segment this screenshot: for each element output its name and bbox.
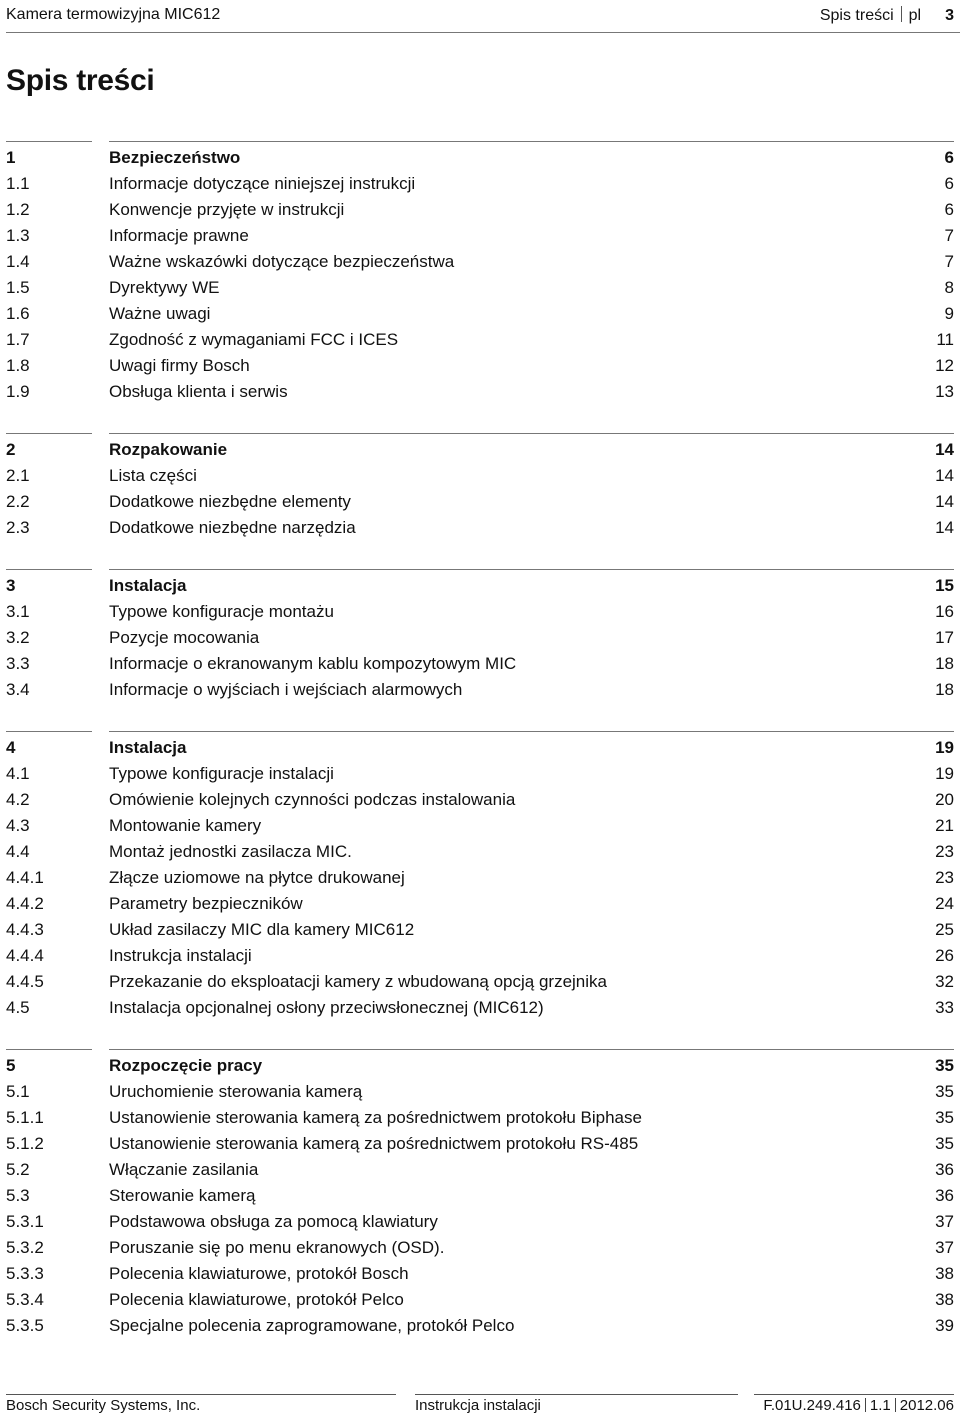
toc-page: 11 — [936, 330, 954, 349]
toc-entry-row[interactable] — [6, 1105, 954, 1131]
toc-page: 21 — [935, 816, 954, 835]
toc-title: Poruszanie się po menu ekranowych (OSD). — [109, 1238, 445, 1257]
toc-page: 7 — [944, 252, 954, 271]
toc-entry-row[interactable] — [6, 197, 954, 223]
toc-number: 5.3 — [6, 1186, 30, 1205]
toc-page: 14 — [935, 518, 954, 537]
footer-separator — [865, 1398, 866, 1412]
toc-entry-row[interactable] — [6, 515, 954, 541]
toc-entry-row[interactable] — [6, 463, 954, 489]
toc-page: 36 — [935, 1160, 954, 1179]
toc-page: 20 — [935, 790, 954, 809]
toc-chapter-row[interactable] — [6, 573, 954, 599]
toc-title: Polecenia klawiaturowe, protokół Bosch — [109, 1264, 409, 1283]
toc-entry-row[interactable] — [6, 1313, 954, 1339]
toc-title: Dodatkowe niezbędne narzędzia — [109, 518, 356, 537]
toc-title: Montowanie kamery — [109, 816, 262, 835]
toc-entry-row[interactable] — [6, 969, 954, 995]
toc-entry-row[interactable] — [6, 917, 954, 943]
toc-chapter-group — [6, 433, 954, 541]
toc-entry-row[interactable] — [6, 943, 954, 969]
toc-title: Uwagi firmy Bosch — [109, 356, 250, 375]
toc-title: Ustanowienie sterowania kamerą za pośrednictwem protokołu RS-485 — [109, 1134, 639, 1153]
toc-number: 5.3.5 — [6, 1316, 44, 1335]
toc-title: Informacje o ekranowanym kablu kompozytowym MIC — [109, 654, 517, 673]
toc-chapter-group — [6, 569, 954, 703]
toc-page: 24 — [935, 894, 954, 913]
toc-number: 5 — [6, 1056, 16, 1075]
toc-page: 37 — [935, 1212, 954, 1231]
toc-title: Bezpieczeństwo — [109, 148, 241, 167]
toc-entry-row[interactable] — [6, 489, 954, 515]
toc-page: 16 — [935, 602, 954, 621]
toc-page: 35 — [935, 1056, 954, 1075]
footer-rule — [6, 1394, 396, 1395]
page-header — [6, 0, 960, 32]
toc-page: 23 — [935, 842, 954, 861]
chapter-rule — [6, 1049, 954, 1051]
toc-number: 3.2 — [6, 628, 30, 647]
toc-entry-row[interactable] — [6, 379, 954, 405]
toc-number: 4.5 — [6, 998, 30, 1017]
toc-title: Instrukcja instalacji — [109, 946, 252, 965]
toc-number: 1.6 — [6, 304, 30, 323]
toc-page: 32 — [935, 972, 954, 991]
toc-entry-row[interactable] — [6, 223, 954, 249]
toc-entry-row[interactable] — [6, 1079, 954, 1105]
toc-number: 4.4.2 — [6, 894, 44, 913]
toc-page: 35 — [935, 1108, 954, 1127]
toc-number: 5.3.2 — [6, 1238, 44, 1257]
toc-entry-row[interactable] — [6, 1157, 954, 1183]
toc-number: 2.2 — [6, 492, 30, 511]
toc-entry-row[interactable] — [6, 1287, 954, 1313]
toc-entry-row[interactable] — [6, 995, 954, 1021]
toc-title: Instalacja opcjonalnej osłony przeciwsłonecznej (MIC612) — [109, 998, 544, 1017]
toc-title: Ważne uwagi — [109, 304, 211, 323]
chapter-rule — [6, 141, 954, 143]
header-right — [820, 6, 954, 25]
toc-page: 9 — [944, 304, 954, 323]
toc-page: 26 — [935, 946, 954, 965]
toc-title: Ważne wskazówki dotyczące bezpieczeństwa — [109, 252, 455, 271]
toc-title: Omówienie kolejnych czynności podczas instalowania — [109, 790, 516, 809]
header-page-number: 3 — [945, 7, 954, 24]
toc-number: 1.7 — [6, 330, 30, 349]
toc-number: 5.3.3 — [6, 1264, 44, 1283]
toc-title: Ustanowienie sterowania kamerą za pośrednictwem protokołu Biphase — [109, 1108, 642, 1127]
toc-number: 1.4 — [6, 252, 30, 271]
toc-title: Typowe konfiguracje instalacji — [109, 764, 334, 783]
toc-chapter-group — [6, 731, 954, 1021]
footer-rule — [415, 1394, 738, 1395]
toc-page: 18 — [935, 680, 954, 699]
toc-number: 3.4 — [6, 680, 30, 699]
toc-number: 3.3 — [6, 654, 30, 673]
toc-number: 2 — [6, 440, 16, 459]
toc-page: 35 — [935, 1134, 954, 1153]
toc-page: 23 — [935, 868, 954, 887]
toc-entry-row[interactable] — [6, 1183, 954, 1209]
toc-entry-row[interactable] — [6, 787, 954, 813]
toc-number: 4.4.3 — [6, 920, 44, 939]
toc-number: 5.1.2 — [6, 1134, 44, 1153]
toc-title: Lista części — [109, 466, 197, 485]
toc-title: Dodatkowe niezbędne elementy — [109, 492, 351, 511]
toc-title: Instalacja — [109, 576, 187, 595]
toc-title: Przekazanie do eksploatacji kamery z wbudowaną opcją grzejnika — [109, 972, 607, 991]
toc-number: 5.3.4 — [6, 1290, 44, 1309]
footer-doc-number: F.01U.249.416 — [763, 1397, 861, 1414]
toc-title: Montaż jednostki zasilacza MIC. — [109, 842, 352, 861]
toc-title: Złącze uziomowe na płytce drukowanej — [109, 868, 405, 887]
toc-entry-row[interactable] — [6, 865, 954, 891]
toc-entry-row[interactable] — [6, 171, 954, 197]
toc-entry-row[interactable] — [6, 599, 954, 625]
toc-entry-row[interactable] — [6, 1131, 954, 1157]
toc-title: Konwencje przyjęte w instrukcji — [109, 200, 345, 219]
document-title: Kamera termowizyjna MIC612 — [6, 6, 221, 23]
toc-number: 4.3 — [6, 816, 30, 835]
toc-title: Specjalne polecenia zaprogramowane, protokół Pelco — [109, 1316, 515, 1335]
toc-page: 13 — [935, 382, 954, 401]
toc-number: 1.8 — [6, 356, 30, 375]
toc-page: 6 — [944, 174, 954, 193]
toc-number: 1.3 — [6, 226, 30, 245]
toc-entry-row[interactable] — [6, 249, 954, 275]
toc-entry-row[interactable] — [6, 1235, 954, 1261]
toc-page: 39 — [935, 1316, 954, 1335]
header-section: Spis treści — [819, 7, 894, 24]
footer-date: 2012.06 — [899, 1397, 954, 1414]
toc-number: 1.9 — [6, 382, 30, 401]
toc-number: 5.1.1 — [6, 1108, 44, 1127]
toc-page: 15 — [935, 576, 954, 595]
toc-entry-row[interactable] — [6, 651, 954, 677]
toc-page: 38 — [935, 1264, 954, 1283]
toc-entry-row[interactable] — [6, 677, 954, 703]
header-rule — [6, 32, 960, 33]
toc-page: 7 — [944, 226, 954, 245]
toc-number: 2.1 — [6, 466, 30, 485]
toc-title: Uruchomienie sterowania kamerą — [109, 1082, 363, 1101]
table-of-contents — [6, 141, 954, 1367]
toc-entry-row[interactable] — [6, 891, 954, 917]
toc-title: Parametry bezpieczników — [109, 894, 303, 913]
toc-entry-row[interactable] — [6, 761, 954, 787]
toc-entry-row[interactable] — [6, 301, 954, 327]
toc-title: Polecenia klawiaturowe, protokół Pelco — [109, 1290, 404, 1309]
toc-page: 36 — [935, 1186, 954, 1205]
toc-page: 14 — [935, 466, 954, 485]
toc-number: 4.4.5 — [6, 972, 44, 991]
toc-number: 4.4.1 — [6, 868, 44, 887]
toc-page: 12 — [935, 356, 954, 375]
toc-number: 1.1 — [6, 174, 30, 193]
toc-chapter-row[interactable] — [6, 145, 954, 171]
toc-number: 2.3 — [6, 518, 30, 537]
toc-entry-row[interactable] — [6, 625, 954, 651]
toc-chapter-row[interactable] — [6, 1053, 954, 1079]
toc-title: Zgodność z wymaganiami FCC i ICES — [109, 330, 399, 349]
footer-doc-type: Instrukcja instalacji — [415, 1397, 541, 1414]
toc-chapter-group — [6, 141, 954, 405]
toc-title: Włączanie zasilania — [109, 1160, 259, 1179]
toc-title: Układ zasilaczy MIC dla kamery MIC612 — [109, 920, 415, 939]
toc-number: 1 — [6, 148, 16, 167]
toc-number: 5.2 — [6, 1160, 30, 1179]
toc-chapter-group — [6, 1049, 954, 1339]
toc-title: Pozycje mocowania — [109, 628, 260, 647]
toc-page: 19 — [935, 738, 954, 757]
toc-title: Sterowanie kamerą — [109, 1186, 256, 1205]
toc-page: 35 — [935, 1082, 954, 1101]
toc-page: 14 — [935, 492, 954, 511]
toc-title: Podstawowa obsługa za pomocą klawiatury — [109, 1212, 438, 1231]
toc-page: 14 — [935, 440, 954, 459]
toc-page: 33 — [935, 998, 954, 1017]
toc-entry-row[interactable] — [6, 327, 954, 353]
page-title: Spis treści — [6, 64, 155, 97]
toc-chapter-row[interactable] — [6, 437, 954, 463]
toc-page: 17 — [935, 628, 954, 647]
toc-title: Informacje dotyczące niniejszej instrukcji — [109, 174, 416, 193]
toc-entry-row[interactable] — [6, 1261, 954, 1287]
chapter-rule — [6, 433, 954, 435]
toc-entry-row[interactable] — [6, 353, 954, 379]
toc-title: Obsługa klienta i serwis — [109, 382, 288, 401]
toc-title: Typowe konfiguracje montażu — [109, 602, 334, 621]
toc-title: Informacje o wyjściach i wejściach alarmowych — [109, 680, 463, 699]
toc-page: 18 — [935, 654, 954, 673]
toc-number: 1.5 — [6, 278, 30, 297]
toc-chapter-row[interactable] — [6, 735, 954, 761]
toc-title: Rozpoczęcie pracy — [109, 1056, 263, 1075]
page-footer — [6, 1394, 954, 1414]
toc-number: 5.3.1 — [6, 1212, 44, 1231]
toc-title: Rozpakowanie — [109, 440, 228, 459]
footer-separator — [895, 1398, 896, 1412]
toc-page: 6 — [944, 148, 954, 167]
toc-number: 4.1 — [6, 764, 30, 783]
toc-number: 4.2 — [6, 790, 30, 809]
toc-title: Instalacja — [109, 738, 187, 757]
toc-title: Dyrektywy WE — [109, 278, 220, 297]
footer-version: 1.1 — [869, 1397, 891, 1414]
toc-page: 6 — [944, 200, 954, 219]
toc-number: 5.1 — [6, 1082, 30, 1101]
toc-number: 4.4 — [6, 842, 30, 861]
toc-page: 8 — [944, 278, 954, 297]
header-separator — [901, 6, 902, 22]
toc-number: 4 — [6, 738, 16, 757]
toc-page: 37 — [935, 1238, 954, 1257]
toc-page: 19 — [935, 764, 954, 783]
toc-number: 3 — [6, 576, 16, 595]
toc-entry-row[interactable] — [6, 275, 954, 301]
footer-company: Bosch Security Systems, Inc. — [6, 1397, 201, 1414]
chapter-rule — [6, 731, 954, 733]
toc-entry-row[interactable] — [6, 813, 954, 839]
toc-entry-row[interactable] — [6, 839, 954, 865]
toc-page: 25 — [935, 920, 954, 939]
toc-number: 1.2 — [6, 200, 30, 219]
footer-rule — [754, 1394, 954, 1395]
header-language: pl — [908, 7, 922, 24]
toc-number: 4.4.4 — [6, 946, 44, 965]
toc-entry-row[interactable] — [6, 1209, 954, 1235]
toc-number: 3.1 — [6, 602, 30, 621]
chapter-rule — [6, 569, 954, 571]
toc-page: 38 — [935, 1290, 954, 1309]
toc-title: Informacje prawne — [109, 226, 249, 245]
footer-doc-info — [763, 1397, 954, 1414]
